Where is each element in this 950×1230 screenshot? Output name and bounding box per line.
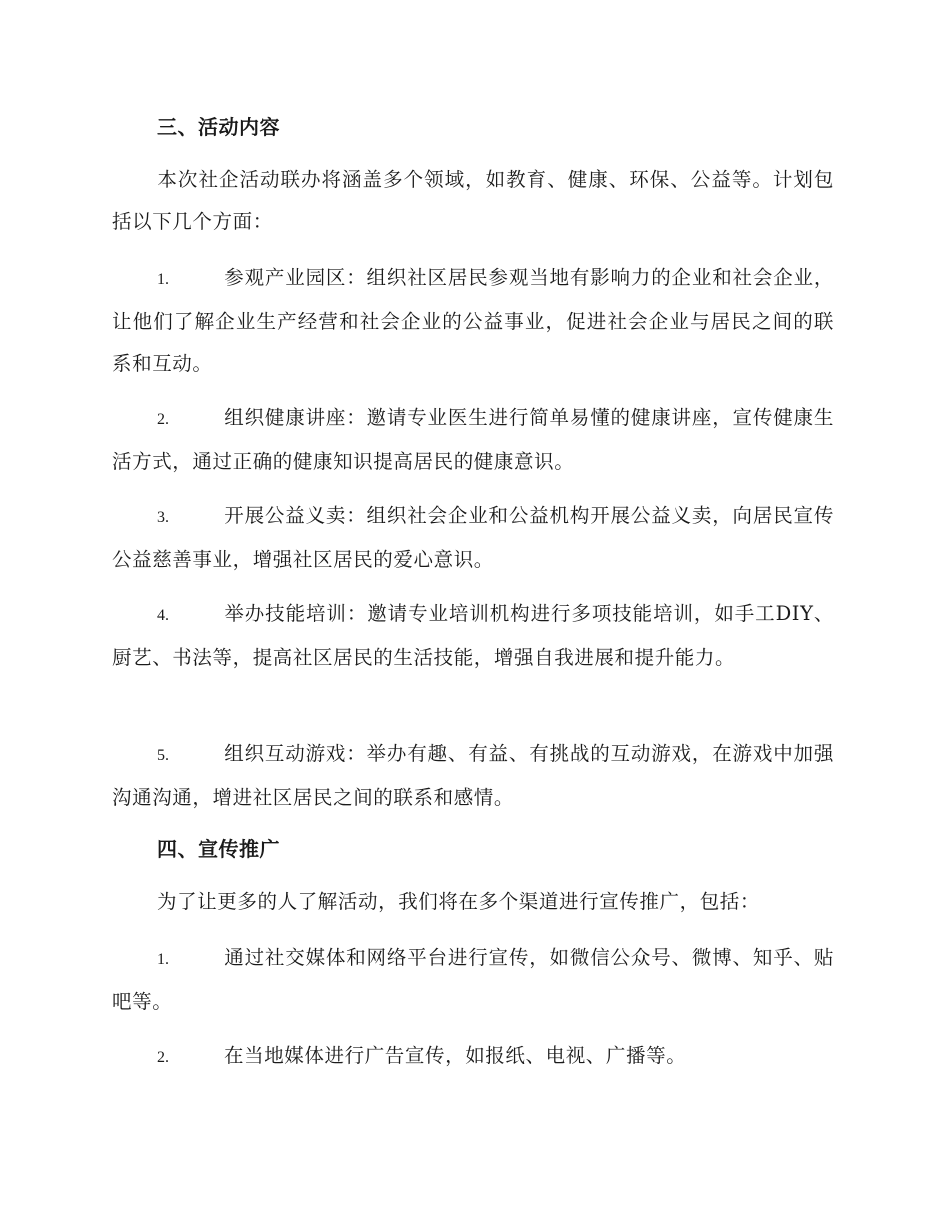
list-item-text: 参观产业园区：组织社区居民参观当地有影响力的企业和社会企业，让他们了解企业生产经营和社会企业的公益事业，促进社会企业与居民之间的联系和互动。: [112, 266, 834, 375]
list-item: [112, 397, 834, 483]
list-item-text: 组织健康讲座：邀请专业医生进行简单易懂的健康讲座，宣传健康生活方式，通过正确的健康知识提高居民的健康意识。: [112, 406, 834, 473]
list-item-number: 1.: [157, 951, 169, 968]
list-item-number: 3.: [157, 509, 169, 526]
intro-text: 本次社企活动联办将涵盖多个领域，如教育、健康、环保、公益等。计划包括以下几个方面：: [112, 168, 834, 233]
list-item-number: 2.: [157, 411, 169, 428]
list-item-text: 在当地媒体进行广告宣传，如报纸、电视、广播等。: [224, 1044, 687, 1067]
list-item-number: 2.: [157, 1049, 169, 1066]
list-item-number: 4.: [157, 607, 169, 624]
list-item-text: 开展公益义卖：组织社会企业和公益机构开展公益义卖，向居民宣传公益慈善事业，增强社区居民的爱心意识。: [112, 504, 834, 571]
list-item: [112, 733, 834, 819]
list-item: [112, 593, 834, 679]
list-item: [112, 495, 834, 581]
section-intro: [112, 881, 834, 923]
list-item-number: 1.: [157, 271, 169, 288]
section-intro: [112, 159, 834, 243]
list-item: [112, 257, 834, 385]
section-heading: 三、活动内容: [157, 115, 280, 139]
intro-text: 为了让更多的人了解活动，我们将在多个渠道进行宣传推广，包括：: [157, 890, 761, 913]
list-item: [112, 1035, 834, 1079]
list-item-text: 通过社交媒体和网络平台进行宣传，如微信公众号、微博、知乎、贴吧等。: [112, 946, 834, 1013]
list-item-number: 5.: [157, 747, 169, 764]
section-heading: 四、宣传推广: [157, 837, 280, 861]
list-item: [112, 937, 834, 1023]
list-item-text: 举办技能培训：邀请专业培训机构进行多项技能培训，如手工DIY、厨艺、书法等，提高社区居民的生活技能，增强自我进展和提升能力。: [112, 602, 834, 669]
list-item-text: 组织互动游戏：举办有趣、有益、有挑战的互动游戏，在游戏中加强沟通沟通，增进社区居民之间的联系和感情。: [112, 742, 834, 809]
